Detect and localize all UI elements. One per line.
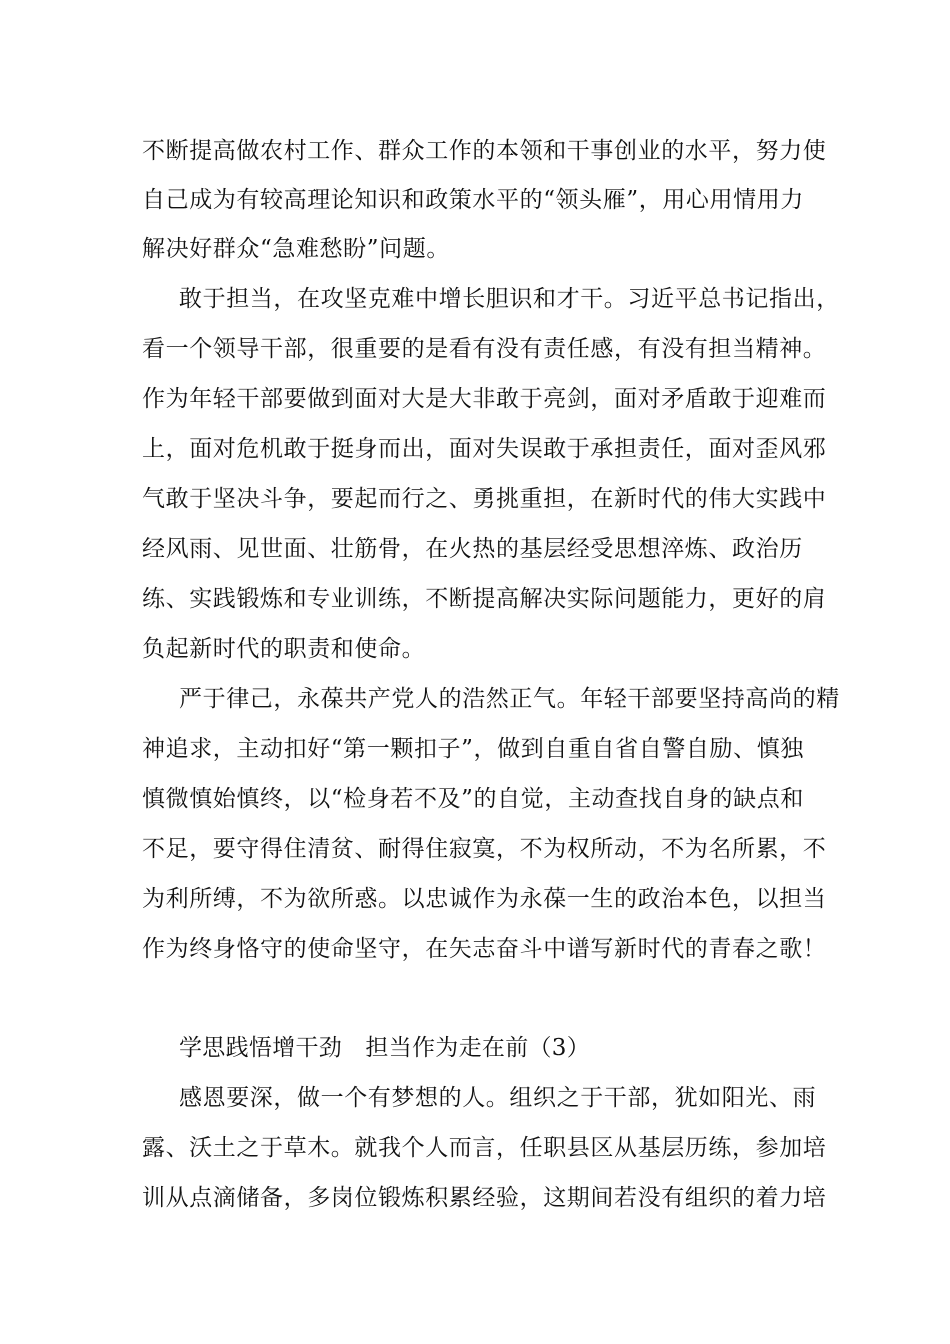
paragraph-start-line: 感恩要深，做一个有梦想的人。组织之于干部，犹如阳光、雨 [179,1085,817,1111]
text-line: 训从点滴储备，多岗位锻炼积累经验，这期间若没有组织的着力培 [142,1185,827,1211]
paragraph-start-line: 敢于担当，在攻坚克难中增长胆识和才干。习近平总书记指出， [179,286,840,312]
text-line: 看一个领导干部，很重要的是看有没有责任感，有没有担当精神。 [142,336,827,362]
text-line: 作为年轻干部要做到面对大是大非敢于亮剑，面对矛盾敢于迎难而 [142,386,827,412]
text-line: 作为终身恪守的使命坚守，在矢志奋斗中谱写新时代的青春之歌！ [142,936,827,962]
text-line: 神追求，主动扣好“第一颗扣子”，做到自重自省自警自励、慎独 [142,736,804,762]
text-line: 上，面对危机敢于挺身而出，面对失误敢于承担责任，面对歪风邪 [142,436,827,462]
text-line: 露、沃土之于草木。就我个人而言，任职县区从基层历练，参加培 [142,1135,827,1161]
section-title: 学思践悟增干劲 担当作为走在前（3） [179,1035,591,1061]
text-line: 不断提高做农村工作、群众工作的本领和干事创业的水平，努力使 [142,138,827,164]
text-line: 气敢于坚决斗争，要起而行之、勇挑重担，在新时代的伟大实践中 [142,486,827,512]
text-line: 不足，要守得住清贫、耐得住寂寞，不为权所动，不为名所累，不 [142,836,827,862]
text-line: 解决好群众“急难愁盼”问题。 [142,236,450,262]
text-line: 为利所缚，不为欲所惑。以忠诚作为永葆一生的政治本色，以担当 [142,886,827,912]
text-line: 慎微慎始慎终，以“检身若不及”的自觉，主动查找自身的缺点和 [142,786,804,812]
text-line: 负起新时代的职责和使命。 [142,636,426,662]
text-line: 经风雨、见世面、壮筋骨，在火热的基层经受思想淬炼、政治历 [142,536,803,562]
text-line: 练、实践锻炼和专业训练，不断提高解决实际问题能力，更好的肩 [142,586,827,612]
text-line: 自己成为有较高理论知识和政策水平的“领头雁”，用心用情用力 [142,187,804,213]
paragraph-start-line: 严于律己，永葆共产党人的浩然正气。年轻干部要坚持高尚的精 [179,686,840,712]
